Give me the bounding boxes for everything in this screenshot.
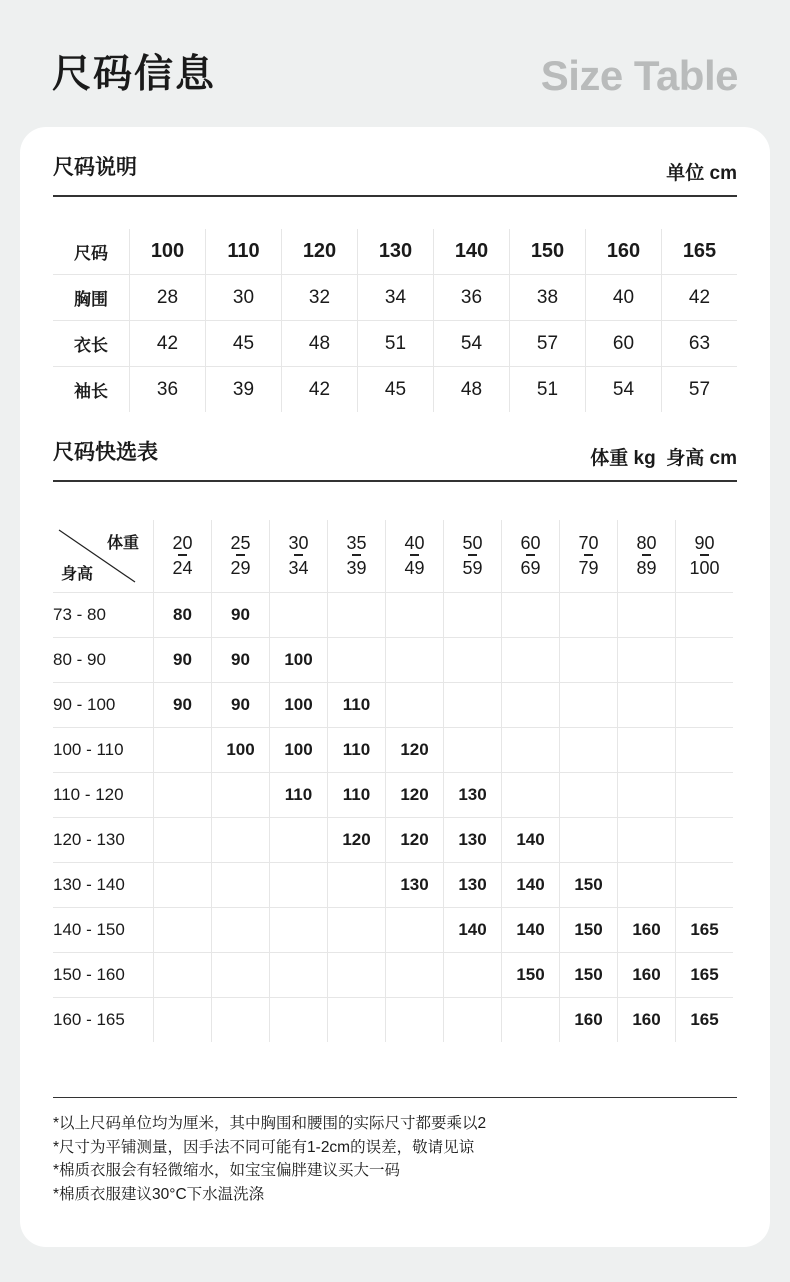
recommended-size-cell [560, 593, 618, 638]
recommended-size-cell: 100 [270, 638, 328, 683]
recommended-size-cell: 150 [560, 953, 618, 998]
recommended-size-cell: 90 [154, 638, 212, 683]
height-unit: 身高 cm [666, 448, 737, 469]
height-range-label: 110 - 120 [53, 773, 154, 818]
spec-cell: 28 [130, 275, 206, 321]
recommended-size-cell [212, 863, 270, 908]
recommended-size-cell: 110 [328, 683, 386, 728]
weight-high: 100 [689, 558, 720, 578]
weight-low: 60 [520, 533, 541, 553]
pick-row [53, 953, 733, 998]
spec-cell: 45 [358, 367, 434, 413]
recommended-size-cell [386, 998, 444, 1043]
recommended-size-cell: 120 [328, 818, 386, 863]
weight-high: 39 [346, 558, 367, 578]
recommended-size-cell: 90 [154, 683, 212, 728]
range-dash [642, 554, 651, 556]
recommended-size-cell: 90 [212, 593, 270, 638]
weight-high: 24 [172, 558, 193, 578]
spec-header-label: 尺码 [74, 244, 108, 263]
range-dash [178, 554, 187, 556]
weight-low: 80 [636, 533, 657, 553]
recommended-size-cell: 130 [444, 773, 502, 818]
recommended-size-cell [560, 818, 618, 863]
recommended-size-cell [154, 953, 212, 998]
recommended-size-cell: 160 [618, 998, 676, 1043]
recommended-size-cell [154, 773, 212, 818]
recommended-size-cell [618, 593, 676, 638]
weight-high: 34 [288, 558, 309, 578]
spec-cell: 48 [434, 367, 510, 413]
weight-low: 70 [578, 533, 599, 553]
spec-row [53, 275, 737, 321]
spec-cell: 48 [282, 321, 358, 367]
recommended-size-cell [386, 638, 444, 683]
size-header-cell: 120 [282, 229, 358, 275]
pick-section-header [53, 432, 737, 482]
spec-cell: 57 [510, 321, 586, 367]
weight-low: 30 [288, 533, 309, 553]
range-dash [294, 554, 303, 556]
recommended-size-cell [328, 953, 386, 998]
spec-cell: 36 [434, 275, 510, 321]
recommended-size-cell: 130 [444, 818, 502, 863]
size-header-cell: 150 [510, 229, 586, 275]
recommended-size-cell [676, 863, 734, 908]
range-dash [700, 554, 709, 556]
weight-range-header [560, 520, 618, 593]
weight-low: 40 [404, 533, 425, 553]
recommended-size-cell [328, 593, 386, 638]
recommended-size-cell [444, 593, 502, 638]
pick-row [53, 908, 733, 953]
height-range-label: 80 - 90 [53, 638, 154, 683]
weight-high: 59 [462, 558, 483, 578]
spec-cell: 60 [586, 321, 662, 367]
pick-unit-label [590, 443, 737, 470]
size-header-cell: 110 [206, 229, 282, 275]
spec-section-title: 尺码说明 [53, 156, 137, 179]
range-dash [236, 554, 245, 556]
height-range-label: 150 - 160 [53, 953, 154, 998]
recommended-size-cell [154, 818, 212, 863]
spec-header-row [53, 229, 737, 275]
height-range-label: 90 - 100 [53, 683, 154, 728]
recommended-size-cell [560, 773, 618, 818]
pick-row [53, 818, 733, 863]
height-range-label: 73 - 80 [53, 593, 154, 638]
recommended-size-cell: 90 [212, 683, 270, 728]
spec-cell: 39 [206, 367, 282, 413]
height-range-label: 130 - 140 [53, 863, 154, 908]
pick-row [53, 773, 733, 818]
recommended-size-cell [386, 908, 444, 953]
spec-cell: 42 [662, 275, 738, 321]
pick-header-row [53, 520, 733, 593]
recommended-size-cell: 130 [386, 863, 444, 908]
recommended-size-cell [444, 638, 502, 683]
recommended-size-cell [328, 998, 386, 1043]
pick-row [53, 638, 733, 683]
spec-cell: 45 [206, 321, 282, 367]
recommended-size-cell [270, 818, 328, 863]
weight-high: 49 [404, 558, 425, 578]
recommended-size-cell: 90 [212, 638, 270, 683]
spec-cell: 54 [586, 367, 662, 413]
spec-row-label: 袖长 [53, 367, 130, 413]
recommended-size-cell [502, 683, 560, 728]
recommended-size-cell [154, 863, 212, 908]
recommended-size-cell [502, 593, 560, 638]
recommended-size-cell [386, 953, 444, 998]
size-header-cell: 165 [662, 229, 738, 275]
recommended-size-cell: 100 [212, 728, 270, 773]
spec-unit-label: 单位 cm [666, 163, 737, 184]
recommended-size-cell [502, 998, 560, 1043]
corner-weight-label: 体重 [106, 535, 139, 552]
recommended-size-cell [502, 773, 560, 818]
weight-range-header [676, 520, 734, 593]
recommended-size-cell [560, 683, 618, 728]
weight-low: 90 [694, 533, 715, 553]
size-header-cell: 160 [586, 229, 662, 275]
height-range-label: 160 - 165 [53, 998, 154, 1043]
spec-cell: 42 [130, 321, 206, 367]
spec-cell: 42 [282, 367, 358, 413]
recommended-size-cell [444, 953, 502, 998]
recommended-size-cell [154, 728, 212, 773]
size-quick-pick-table [53, 520, 733, 1042]
weight-high: 89 [636, 558, 657, 578]
weight-high: 79 [578, 558, 599, 578]
page-title: 尺码信息 [52, 53, 217, 96]
recommended-size-cell [676, 593, 734, 638]
recommended-size-cell [270, 998, 328, 1043]
recommended-size-cell: 150 [560, 908, 618, 953]
recommended-size-cell [676, 773, 734, 818]
weight-low: 25 [230, 533, 251, 553]
recommended-size-cell [154, 908, 212, 953]
spec-row [53, 367, 737, 413]
recommended-size-cell: 110 [270, 773, 328, 818]
weight-range-header [386, 520, 444, 593]
recommended-size-cell [560, 728, 618, 773]
recommended-size-cell [618, 773, 676, 818]
pick-row [53, 998, 733, 1043]
weight-range-header [328, 520, 386, 593]
recommended-size-cell [386, 683, 444, 728]
range-dash [410, 554, 419, 556]
weight-low: 50 [462, 533, 483, 553]
weight-high: 69 [520, 558, 541, 578]
recommended-size-cell [502, 638, 560, 683]
weight-range-header [212, 520, 270, 593]
page-subtitle: Size Table [540, 52, 738, 99]
recommended-size-cell: 140 [502, 908, 560, 953]
size-card [20, 127, 770, 1247]
note-line: *棉质衣服会有轻微缩水，如宝宝偏胖建议买大一码 [53, 1162, 401, 1179]
recommended-size-cell [212, 908, 270, 953]
recommended-size-cell: 120 [386, 728, 444, 773]
spec-cell: 51 [510, 367, 586, 413]
height-range-label: 140 - 150 [53, 908, 154, 953]
weight-low: 35 [346, 533, 367, 553]
recommended-size-cell: 160 [618, 908, 676, 953]
recommended-size-cell [328, 863, 386, 908]
recommended-size-cell: 80 [154, 593, 212, 638]
size-header-cell: 100 [130, 229, 206, 275]
height-range-label: 100 - 110 [53, 728, 154, 773]
spec-row-label: 胸围 [53, 275, 130, 321]
recommended-size-cell [328, 908, 386, 953]
recommended-size-cell [618, 728, 676, 773]
recommended-size-cell [618, 638, 676, 683]
recommended-size-cell: 150 [560, 863, 618, 908]
section-divider [53, 195, 737, 197]
weight-high: 29 [230, 558, 251, 578]
range-dash [584, 554, 593, 556]
spec-cell: 30 [206, 275, 282, 321]
notes-divider [53, 1097, 737, 1098]
range-dash [352, 554, 361, 556]
spec-cell: 36 [130, 367, 206, 413]
spec-cell: 54 [434, 321, 510, 367]
recommended-size-cell: 150 [502, 953, 560, 998]
note-line: *尺寸为平铺测量，因手法不同可能有1-2cm的误差，敬请见谅 [53, 1138, 475, 1156]
recommended-size-cell [502, 728, 560, 773]
notes-list [53, 1112, 486, 1206]
spec-cell: 40 [586, 275, 662, 321]
recommended-size-cell: 120 [386, 773, 444, 818]
weight-unit: 体重 kg [590, 448, 656, 469]
recommended-size-cell [676, 728, 734, 773]
spec-row-label: 衣长 [53, 321, 130, 367]
recommended-size-cell [444, 998, 502, 1043]
size-header-cell: 130 [358, 229, 434, 275]
spec-cell: 38 [510, 275, 586, 321]
corner-height-label: 身高 [61, 566, 94, 583]
pick-row [53, 863, 733, 908]
recommended-size-cell: 140 [502, 818, 560, 863]
spec-cell: 63 [662, 321, 738, 367]
recommended-size-cell [270, 863, 328, 908]
pick-row [53, 683, 733, 728]
pick-row [53, 728, 733, 773]
spec-row [53, 321, 737, 367]
recommended-size-cell [618, 818, 676, 863]
weight-range-header [270, 520, 328, 593]
weight-range-header [444, 520, 502, 593]
recommended-size-cell: 165 [676, 908, 734, 953]
recommended-size-cell [676, 683, 734, 728]
weight-range-header [154, 520, 212, 593]
weight-low: 20 [172, 533, 193, 553]
weight-range-header [502, 520, 560, 593]
note-line: *以上尺码单位均为厘米，其中胸围和腰围的实际尺寸都要乘以2 [53, 1115, 487, 1132]
spec-cell: 51 [358, 321, 434, 367]
recommended-size-cell [444, 728, 502, 773]
recommended-size-cell [618, 863, 676, 908]
recommended-size-cell [212, 818, 270, 863]
recommended-size-cell [270, 953, 328, 998]
recommended-size-cell [386, 593, 444, 638]
recommended-size-cell: 130 [444, 863, 502, 908]
spec-section-header [53, 147, 737, 197]
recommended-size-cell: 165 [676, 953, 734, 998]
spec-cell: 32 [282, 275, 358, 321]
recommended-size-cell [618, 683, 676, 728]
recommended-size-cell [270, 593, 328, 638]
recommended-size-cell [270, 908, 328, 953]
pick-row [53, 593, 733, 638]
recommended-size-cell [212, 998, 270, 1043]
corner-header [53, 520, 153, 592]
spec-cell: 34 [358, 275, 434, 321]
recommended-size-cell: 110 [328, 773, 386, 818]
section-divider [53, 480, 737, 482]
pick-corner-cell [53, 520, 154, 593]
note-line: *棉质衣服建议30°C下水温洗涤 [53, 1185, 265, 1203]
recommended-size-cell: 140 [502, 863, 560, 908]
recommended-size-cell [212, 773, 270, 818]
recommended-size-cell: 160 [560, 998, 618, 1043]
recommended-size-cell: 120 [386, 818, 444, 863]
recommended-size-cell: 140 [444, 908, 502, 953]
recommended-size-cell [676, 818, 734, 863]
recommended-size-cell [154, 998, 212, 1043]
weight-range-header [618, 520, 676, 593]
range-dash [468, 554, 477, 556]
recommended-size-cell [212, 953, 270, 998]
recommended-size-cell [560, 638, 618, 683]
recommended-size-cell: 110 [328, 728, 386, 773]
pick-section-title: 尺码快选表 [53, 441, 158, 464]
size-spec-table [53, 229, 737, 412]
recommended-size-cell: 100 [270, 728, 328, 773]
recommended-size-cell: 165 [676, 998, 734, 1043]
range-dash [526, 554, 535, 556]
spec-cell: 57 [662, 367, 738, 413]
recommended-size-cell [676, 638, 734, 683]
recommended-size-cell: 160 [618, 953, 676, 998]
recommended-size-cell [444, 683, 502, 728]
recommended-size-cell: 100 [270, 683, 328, 728]
recommended-size-cell [328, 638, 386, 683]
height-range-label: 120 - 130 [53, 818, 154, 863]
size-header-cell: 140 [434, 229, 510, 275]
